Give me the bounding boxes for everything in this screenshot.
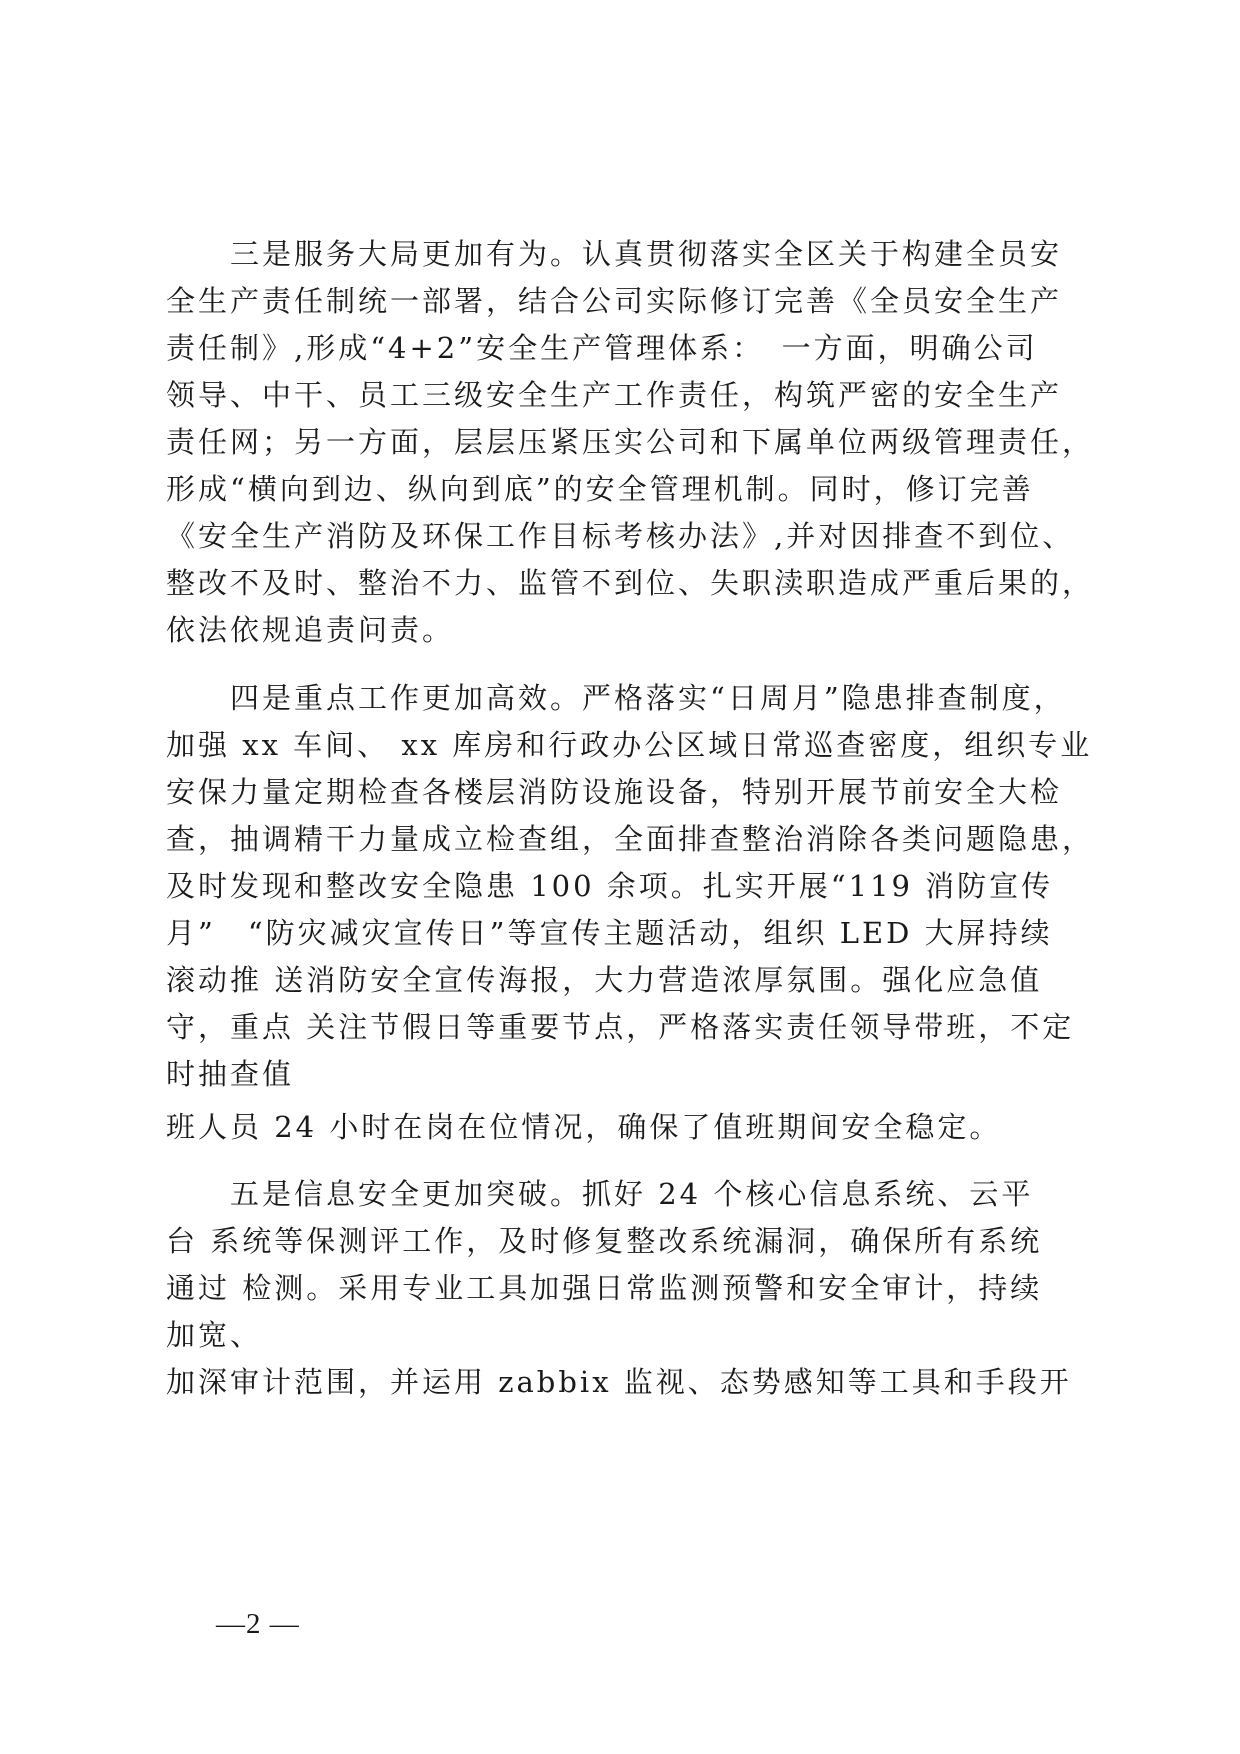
- paragraph-line: 领导、中干、员工三级安全生产工作责任，构筑严密的安全生产: [166, 378, 1063, 412]
- paragraph-line: 责任网；另一方面，层层压紧压实公司和下属单位两级管理责任，: [166, 425, 1095, 459]
- paragraph-line: 加宽、: [166, 1318, 263, 1352]
- paragraph-line: 全生产责任制统一部署，结合公司实际修订完善《全员安全生产: [166, 284, 1063, 318]
- paragraph-line: 及时发现和整改安全隐患 100 余项。扎实开展“119 消防宣传: [166, 869, 1054, 903]
- paragraph-line: 依法依规追责问责。: [166, 613, 455, 647]
- paragraph-line: 查，抽调精干力量成立检查组，全面排查整治消除各类问题隐患，: [166, 822, 1095, 856]
- paragraph-line: 加深审计范围，并运用 zabbix 监视、态势感知等工具和手段开: [166, 1365, 1072, 1399]
- paragraph-line: 三是服务大局更加有为。认真贯彻落实全区关于构建全员安: [166, 237, 1063, 271]
- paragraph-line: 整改不及时、整治不力、监管不到位、失职渎职造成严重后果的，: [166, 566, 1095, 600]
- paragraph-line: 通过 检测。采用专业工具加强日常监测预警和安全审计，持续: [166, 1271, 1043, 1305]
- paragraph-line: 形成“横向到边、纵向到底”的安全管理机制。同时，修订完善: [166, 472, 1034, 506]
- paragraph-line: 滚动推 送消防安全宣传海报，大力营造浓厚氛围。强化应急值: [166, 963, 1043, 997]
- paragraph-line: 责任制》,形成“4+2”安全生产管理体系： 一方面，明确公司: [166, 331, 1038, 365]
- paragraph-line: 班人员 24 小时在岗在位情况，确保了值班期间安全稳定。: [166, 1110, 1002, 1144]
- paragraph-line: 《安全生产消防及环保工作目标考核办法》,并对因排查不到位、: [166, 519, 1075, 553]
- paragraph-line: 五是信息安全更加突破。抓好 24 个核心信息系统、云平: [166, 1177, 1034, 1211]
- paragraph-line: 加强 xx 车间、 xx 库房和行政办公区域日常巡查密度，组织专业: [166, 728, 1093, 762]
- paragraph-line: 四是重点工作更加高效。严格落实“日周月”隐患排查制度，: [166, 681, 1066, 715]
- paragraph-line: 台 系统等保测评工作，及时修复整改系统漏洞，确保所有系统: [166, 1224, 1043, 1258]
- paragraph-line: 月” “防灾减灾宣传日”等宣传主题活动，组织 LED 大屏持续: [166, 916, 1053, 950]
- paragraph-line: 守，重点 关注节假日等重要节点，严格落实责任领导带班，不定: [166, 1010, 1075, 1044]
- paragraph-line: 时抽查值: [166, 1057, 295, 1091]
- paragraph-line: 安保力量定期检查各楼层消防设施设备，特别开展节前安全大检: [166, 775, 1063, 809]
- page-number: —2 —: [216, 1608, 300, 1640]
